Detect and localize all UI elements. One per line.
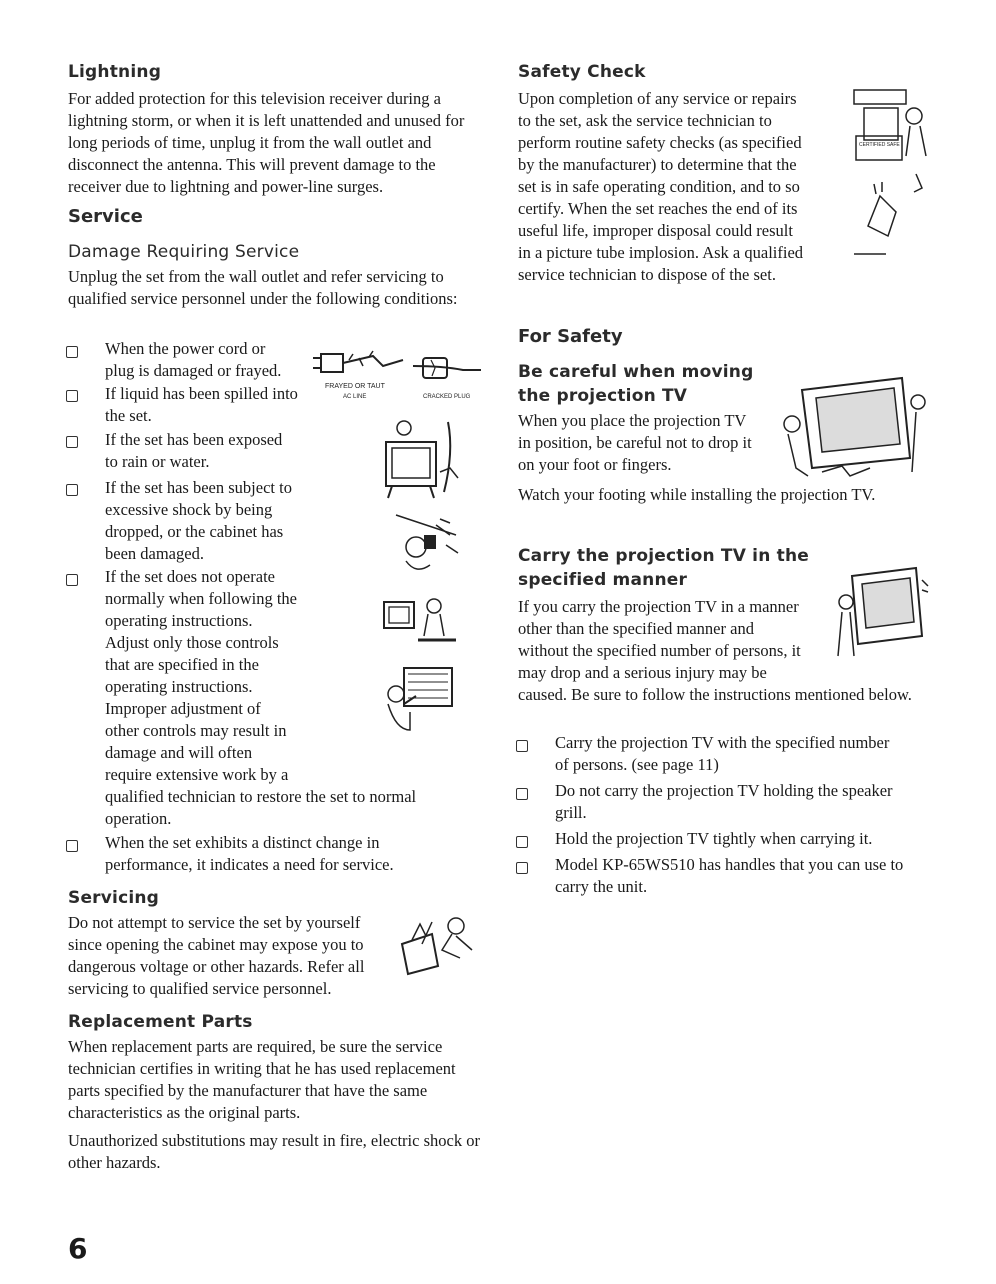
list-item: Hold the projection TV tightly when carrying it.: [555, 829, 873, 848]
replacement-heading: Replacement Parts: [68, 1012, 253, 1032]
moving-projection-tv-illustration: [782, 372, 930, 480]
carry-projection-tv-illustration: [836, 560, 930, 670]
ac-line-label: AC LINE: [343, 394, 367, 400]
list-item: When the power cord or plug is damaged or frayed.: [105, 339, 282, 380]
safety-check-heading: Safety Check: [518, 62, 646, 82]
list-item: Model KP-65WS510 has handles that you can use to carry the unit.: [555, 855, 904, 896]
list-item: If the set has been exposed to rain or water.: [105, 430, 283, 471]
person-tv-illustration: [378, 592, 458, 646]
certified-sign-text: CERTIFIED SAFE: [859, 142, 900, 148]
checkbox-icon: [516, 836, 528, 848]
damage-heading: Damage Requiring Service: [68, 242, 300, 262]
opening-cabinet-illustration: [398, 914, 480, 976]
checkbox-icon: [66, 390, 78, 402]
checkbox-icon: [66, 346, 78, 358]
list-item: If liquid has been spilled into the set.: [105, 384, 298, 425]
safety-check-illustration: [850, 86, 930, 266]
moving-heading-line-1: Be careful when moving: [518, 362, 754, 382]
checkbox-icon: [66, 436, 78, 448]
frayed-plug-illustration: [313, 348, 488, 400]
moving-heading-line-2: the projection TV: [518, 386, 688, 406]
cracked-plug-label: CRACKED PLUG: [423, 394, 471, 400]
service-heading: Service: [68, 206, 143, 227]
checkbox-icon: [516, 740, 528, 752]
lightning-heading: Lightning: [68, 62, 162, 82]
carry-text-cont: caused. Be sure to follow the instructions mentioned below.: [518, 685, 912, 704]
safety-check-text: Upon completion of any service or repairs to the set, ask the service technician to perform routine safety checks (as specified by the manufacturer) to determine that the set is in safe operating condition, and to so certify. When the set reaches the end of its useful life, improper disposal could result in a picture tube implosion. Ask a qualified service technician to dispose of the set.: [518, 89, 804, 284]
lightning-text: For added protection for this television receiver during a lightning storm, or when it is left unattended and unused for long periods of time, unplug it from the wall outlet and disconnect the antenna. This will prevent damage to the receiver due to lightning and power-line surges.: [68, 89, 465, 196]
moving-text-2: Watch your footing while installing the projection TV.: [518, 485, 876, 504]
page-number: 6: [68, 1232, 88, 1265]
servicing-text: Do not attempt to service the set by yourself since opening the cabinet may expose you to dangerous voltage or other hazards. Refer all servicing to qualified service personnel.: [68, 913, 365, 998]
frayed-label: FRAYED OR TAUT: [325, 383, 385, 390]
carry-heading-line-1: Carry the projection TV in the: [518, 546, 809, 566]
replacement-text-2: Unauthorized substitutions may result in fire, electric shock or other hazards.: [68, 1131, 480, 1172]
checkbox-icon: [66, 484, 78, 496]
list-item: Do not carry the projection TV holding the speaker grill.: [555, 781, 893, 822]
carry-text: If you carry the projection TV in a manner other than the specified manner and without the specified number of persons, it may drop and a serious injury may be: [518, 597, 801, 682]
checkbox-icon: [516, 788, 528, 800]
servicing-heading: Servicing: [68, 888, 160, 908]
replacement-text-1: When replacement parts are required, be sure the service technician certifies in writing that he has used replacement parts specified by the manufacturer that have the same characteristics as the original parts.: [68, 1037, 456, 1122]
list-item: When the set exhibits a distinct change in performance, it indicates a need for service.: [105, 833, 394, 874]
checkbox-icon: [66, 574, 78, 586]
list-item: If the set does not operate normally when following the operating instructions. Adjust only those controls that are specified in the operating instructions. Improper adjustment of other controls may result in damage and will often require extensive work by a qualified technician to restore the set to normal operation.: [105, 567, 417, 828]
technician-illustration: [380, 660, 462, 740]
for-safety-heading: For Safety: [518, 326, 623, 347]
moving-text: When you place the projection TV in position, be careful not to drop it on your foot or fingers.: [518, 411, 752, 474]
damage-intro: Unplug the set from the wall outlet and refer servicing to qualified service personnel under the following conditions:: [68, 267, 458, 308]
carry-heading-line-2: specified manner: [518, 570, 688, 590]
tv-liquid-illustration: [378, 412, 478, 502]
list-item: Carry the projection TV with the specified number of persons. (see page 11): [555, 733, 890, 774]
list-item: If the set has been subject to excessive shock by being dropped, or the cabinet has been damaged.: [105, 478, 292, 563]
shock-illustration: [386, 505, 466, 585]
checkbox-icon: [516, 862, 528, 874]
checkbox-icon: [66, 840, 78, 852]
